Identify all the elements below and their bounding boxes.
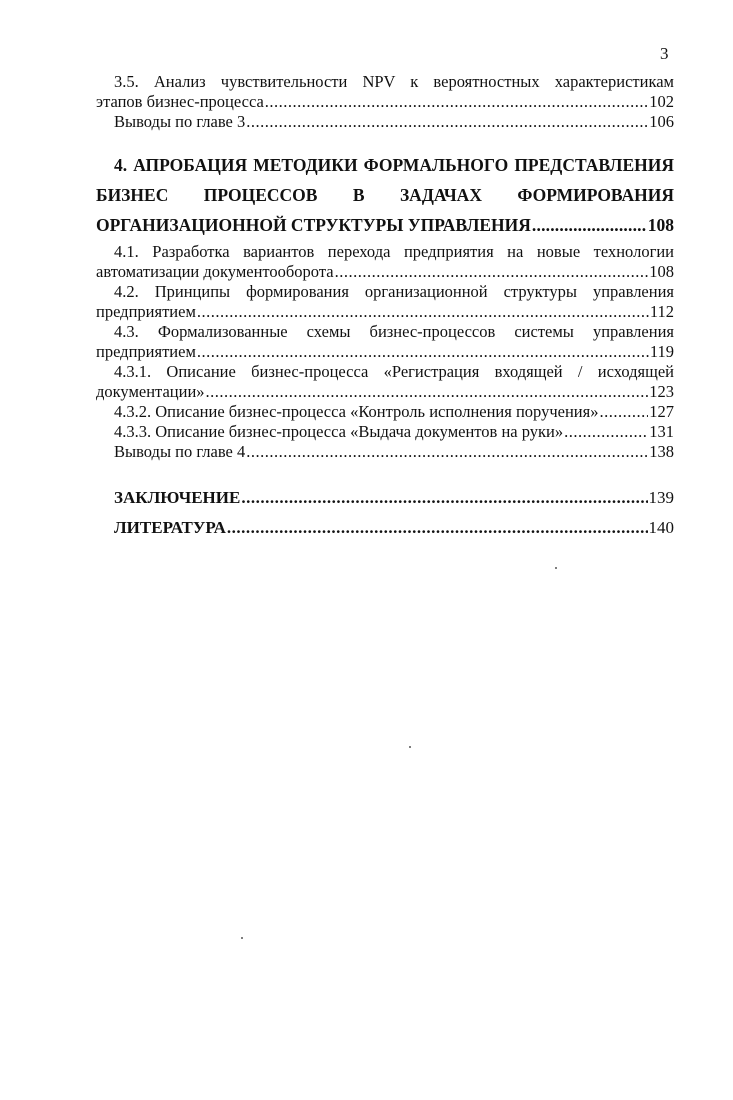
toc-entry-conclusions-3	[96, 112, 674, 132]
dot-leader	[265, 92, 648, 112]
toc-entry-title: автоматизации документооборота	[96, 262, 334, 281]
toc-entry-leader	[96, 442, 674, 462]
toc-entry-title: Выводы по главе 3	[114, 112, 246, 131]
toc-entry-title: ЗАКЛЮЧЕНИЕ	[114, 488, 241, 507]
chapter-title-line-1: 4. АПРОБАЦИЯ МЕТОДИКИ ФОРМАЛЬНОГО ПРЕДСТАВЛЕНИЯ	[114, 155, 674, 175]
toc-conclusion	[96, 488, 674, 508]
toc-entry-leader	[96, 262, 674, 282]
toc-entry-text: 4.1. Разработка вариантов перехода предприятия на новые технологии	[114, 242, 674, 261]
toc-page-number: 106	[649, 112, 674, 131]
toc-page-number: 108	[647, 215, 674, 235]
toc-page-number: 102	[649, 92, 674, 111]
toc-entry-title: ЛИТЕРАТУРА	[114, 518, 226, 537]
page-number: 3	[660, 44, 669, 63]
dot-leader	[564, 422, 648, 442]
toc-entry-text: 4.3. Формализованные схемы бизнес-процессов системы управления	[114, 322, 674, 341]
dot-leader	[241, 488, 647, 508]
toc-page-number: 139	[648, 488, 674, 507]
toc-entry-4-3-3	[96, 422, 674, 442]
dot-leader	[599, 402, 648, 422]
toc-entry-4-1	[96, 242, 674, 282]
scan-speck	[409, 746, 411, 748]
toc-page-number: 138	[649, 442, 674, 461]
toc-entry-4-3	[96, 322, 674, 362]
toc-entry-leader	[96, 112, 674, 132]
toc-entry-4-2	[96, 282, 674, 322]
dot-leader	[335, 262, 649, 282]
toc-entry-leader	[96, 382, 674, 402]
dot-leader	[246, 112, 648, 132]
toc-entry-title: предприятием	[96, 302, 196, 321]
toc-entry-title: этапов бизнес-процесса	[96, 92, 264, 111]
toc-entry-conclusions-4	[96, 442, 674, 462]
toc-entry-leader	[96, 402, 674, 422]
toc-entry-title: 4.3.2. Описание бизнес-процесса «Контроль исполнения поручения»	[114, 402, 599, 421]
toc-entry-leader	[96, 488, 674, 508]
toc-entry-leader	[96, 342, 674, 362]
toc-entry-title: 4.3.3. Описание бизнес-процесса «Выдача документов на руки»	[114, 422, 564, 441]
toc-page-number: 112	[649, 302, 674, 321]
toc-entry-text: 4.2. Принципы формирования организационной структуры управления	[114, 282, 674, 301]
toc-entry-4-3-2	[96, 402, 674, 422]
toc-entry-leader	[96, 92, 674, 112]
toc-chapter-4	[96, 150, 674, 240]
dot-leader	[227, 518, 648, 538]
chapter-title-line-2: БИЗНЕС ПРОЦЕССОВ В ЗАДАЧАХ ФОРМИРОВАНИЯ	[96, 185, 674, 205]
toc-page-number: 127	[649, 402, 674, 421]
chapter-title-line-3: ОРГАНИЗАЦИОННОЙ СТРУКТУРЫ УПРАВЛЕНИЯ	[96, 215, 531, 235]
dot-leader	[206, 382, 649, 402]
dot-leader	[246, 442, 648, 462]
toc-page-number: 123	[649, 382, 674, 401]
toc-entry-leader	[96, 518, 674, 538]
toc-entry-title: предприятием	[96, 342, 196, 361]
toc-page-number: 140	[648, 518, 674, 537]
toc-page-number: 108	[649, 262, 674, 281]
toc-entry-leader	[96, 210, 674, 240]
scan-speck	[555, 567, 557, 569]
toc-entry-leader	[96, 422, 674, 442]
toc-literature	[96, 518, 674, 538]
dot-leader	[197, 302, 649, 322]
dot-leader	[532, 210, 647, 240]
toc-entry-3-5	[96, 72, 674, 112]
toc-entry-text: 3.5. Анализ чувствительности NPV к вероятностных характеристикам	[114, 72, 674, 91]
toc-entry-title: Выводы по главе 4	[114, 442, 246, 461]
toc-page-number: 119	[649, 342, 674, 361]
toc-page-number: 131	[649, 422, 674, 441]
toc-entry-4-3-1	[96, 362, 674, 402]
dot-leader	[197, 342, 649, 362]
toc-entry-title: документации»	[96, 382, 205, 401]
toc-entry-text: 4.3.1. Описание бизнес-процесса «Регистрация входящей / исходящей	[114, 362, 674, 381]
toc-entry-leader	[96, 302, 674, 322]
table-of-contents	[96, 72, 674, 538]
scan-speck	[241, 937, 243, 939]
